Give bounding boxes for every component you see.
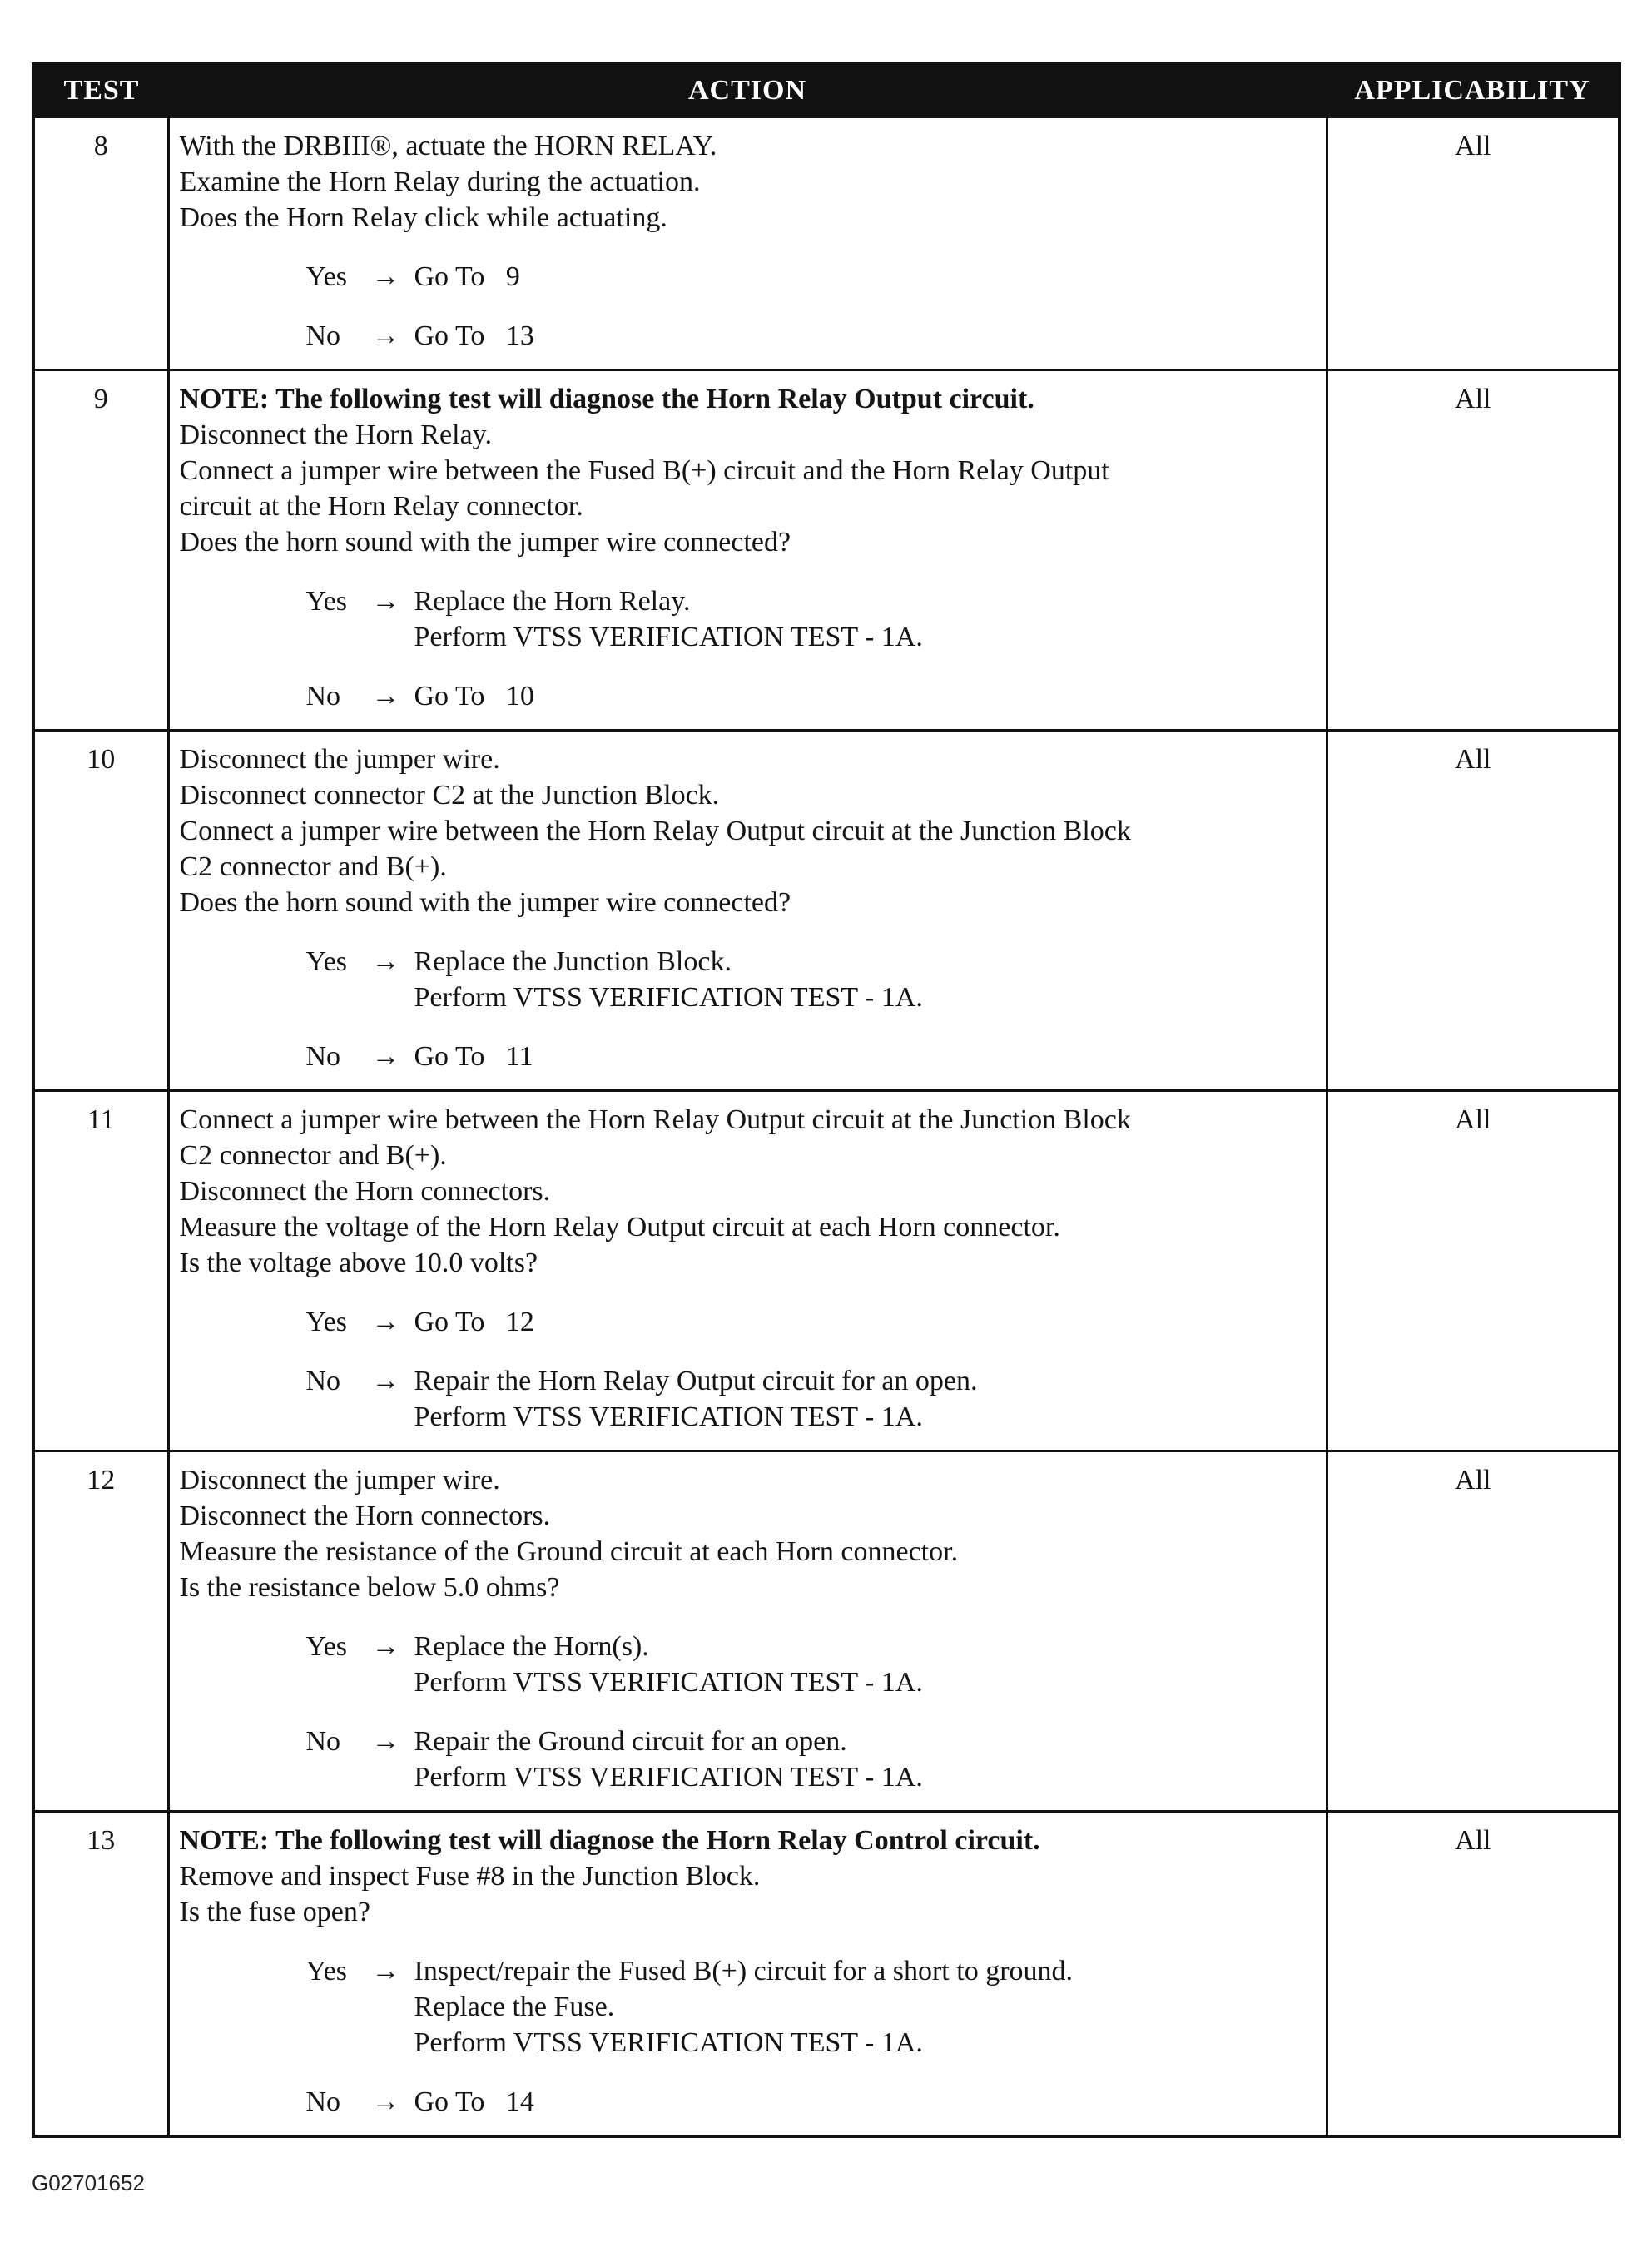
action-line: With the DRBIII®, actuate the HORN RELAY.	[179, 131, 717, 161]
action-line: Disconnect connector C2 at the Junction Block.	[179, 780, 720, 811]
answer-label: Yes	[305, 1307, 347, 1337]
applicability-value: All	[1327, 1451, 1620, 1812]
test-number: 10	[33, 731, 168, 1091]
result-line: Perform VTSS VERIFICATION TEST - 1A.	[414, 1401, 923, 1432]
result-line: Go To 10	[414, 681, 534, 712]
result-block	[414, 318, 1317, 354]
table-header-row	[33, 64, 1620, 117]
outcome-no	[180, 678, 1317, 714]
action-line: Connect a jumper wire between the Fused B(+) circuit and the Horn Relay Output	[179, 455, 1109, 486]
answer-label: Yes	[305, 1631, 347, 1662]
arrow-right-icon: →	[371, 261, 400, 292]
answer-label: No	[305, 1041, 341, 1072]
outcome-no	[180, 2084, 1317, 2120]
result-block	[414, 1724, 1317, 1795]
result-block	[414, 1304, 1317, 1340]
result-line: Go To 13	[414, 320, 534, 351]
result-line: Perform VTSS VERIFICATION TEST - 1A.	[414, 2027, 923, 2058]
answer-label: No	[305, 681, 341, 712]
action-cell	[168, 1091, 1327, 1451]
action-line: Is the fuse open?	[179, 1897, 370, 1927]
test-number: 12	[33, 1451, 168, 1812]
arrow-right-icon: →	[371, 1726, 400, 1757]
outcome-yes	[180, 944, 1317, 1015]
action-line: Disconnect the Horn connectors.	[179, 1176, 551, 1207]
result-block	[414, 1363, 1317, 1435]
action-line: Remove and inspect Fuse #8 in the Junction Block.	[179, 1861, 761, 1892]
result-block	[414, 259, 1317, 295]
table-row	[33, 117, 1620, 370]
arrow-right-icon: →	[371, 1631, 400, 1662]
answer-label: No	[305, 1726, 341, 1757]
action-cell	[168, 370, 1327, 731]
action-line: Disconnect the Horn Relay.	[179, 419, 492, 450]
result-line: Perform VTSS VERIFICATION TEST - 1A.	[414, 1762, 923, 1793]
answer-label: Yes	[305, 586, 347, 617]
result-line: Replace the Fuse.	[414, 1992, 615, 2022]
action-line: circuit at the Horn Relay connector.	[179, 491, 583, 522]
action-line: Does the Horn Relay click while actuating.	[179, 202, 667, 233]
outcome-yes	[180, 1304, 1317, 1340]
outcome-no	[180, 1724, 1317, 1795]
action-line: Connect a jumper wire between the Horn Relay Output circuit at the Junction Block	[179, 816, 1131, 846]
table-row	[33, 370, 1620, 731]
action-cell	[168, 1812, 1327, 2137]
result-line: Go To 12	[414, 1307, 534, 1337]
action-cell	[168, 1451, 1327, 1812]
applicability-value: All	[1327, 370, 1620, 731]
action-line: Does the horn sound with the jumper wire connected?	[179, 527, 791, 558]
result-block	[414, 583, 1317, 655]
test-number: 8	[33, 117, 168, 370]
outcome-yes	[180, 1953, 1317, 2061]
action-cell	[168, 731, 1327, 1091]
result-line: Replace the Junction Block.	[414, 946, 732, 977]
action-line: Is the resistance below 5.0 ohms?	[179, 1572, 560, 1603]
header-test: TEST	[33, 64, 168, 117]
applicability-value: All	[1327, 731, 1620, 1091]
answer-label: No	[305, 320, 341, 351]
arrow-right-icon: →	[371, 320, 400, 351]
action-note: NOTE: The following test will diagnose the Horn Relay Control circuit.	[179, 1825, 1040, 1856]
action-note: NOTE: The following test will diagnose the Horn Relay Output circuit.	[179, 384, 1034, 414]
answer-label: Yes	[305, 261, 347, 292]
outcome-no	[180, 1363, 1317, 1435]
result-line: Perform VTSS VERIFICATION TEST - 1A.	[414, 622, 923, 652]
action-line: C2 connector and B(+).	[179, 1140, 447, 1171]
result-line: Go To 11	[414, 1041, 533, 1072]
result-line: Replace the Horn Relay.	[414, 586, 691, 617]
result-line: Inspect/repair the Fused B(+) circuit for a short to ground.	[414, 1956, 1074, 1987]
answer-label: Yes	[305, 946, 347, 977]
outcome-yes	[180, 1629, 1317, 1700]
result-line: Go To 9	[414, 261, 520, 292]
result-block	[414, 1629, 1317, 1700]
answer-label: Yes	[305, 1956, 347, 1987]
arrow-right-icon: →	[371, 2086, 400, 2117]
result-line: Go To 14	[414, 2086, 534, 2117]
result-block	[414, 944, 1317, 1015]
action-line: Disconnect the jumper wire.	[179, 744, 500, 775]
figure-code: G02701652	[32, 2170, 145, 2195]
test-number: 11	[33, 1091, 168, 1451]
action-cell	[168, 117, 1327, 370]
answer-label: No	[305, 2086, 341, 2117]
action-line: Measure the resistance of the Ground circuit at each Horn connector.	[179, 1536, 959, 1567]
outcome-no	[180, 1039, 1317, 1074]
result-block	[414, 1039, 1317, 1074]
action-line: Disconnect the Horn connectors.	[179, 1500, 551, 1531]
result-line: Replace the Horn(s).	[414, 1631, 649, 1662]
action-line: C2 connector and B(+).	[179, 851, 447, 882]
result-block	[414, 678, 1317, 714]
applicability-value: All	[1327, 117, 1620, 370]
result-line: Perform VTSS VERIFICATION TEST - 1A.	[414, 982, 923, 1013]
arrow-right-icon: →	[371, 586, 400, 617]
arrow-right-icon: →	[371, 1956, 400, 1987]
result-line: Perform VTSS VERIFICATION TEST - 1A.	[414, 1667, 923, 1698]
table-row	[33, 731, 1620, 1091]
answer-label: No	[305, 1366, 341, 1396]
applicability-value: All	[1327, 1091, 1620, 1451]
action-line: Is the voltage above 10.0 volts?	[179, 1247, 538, 1278]
arrow-right-icon: →	[371, 1041, 400, 1072]
arrow-right-icon: →	[371, 1307, 400, 1337]
arrow-right-icon: →	[371, 681, 400, 712]
applicability-value: All	[1327, 1812, 1620, 2137]
outcome-no	[180, 318, 1317, 354]
header-applicability: APPLICABILITY	[1327, 64, 1620, 117]
result-line: Repair the Ground circuit for an open.	[414, 1726, 847, 1757]
action-line: Measure the voltage of the Horn Relay Output circuit at each Horn connector.	[179, 1212, 1060, 1243]
action-line: Disconnect the jumper wire.	[179, 1465, 500, 1495]
action-line: Connect a jumper wire between the Horn Relay Output circuit at the Junction Block	[179, 1104, 1131, 1135]
result-block	[414, 1953, 1317, 2061]
result-line: Repair the Horn Relay Output circuit for an open.	[414, 1366, 978, 1396]
table-row	[33, 1812, 1620, 2137]
action-line: Does the horn sound with the jumper wire connected?	[179, 887, 791, 918]
table-row	[33, 1091, 1620, 1451]
action-line: Examine the Horn Relay during the actuation.	[179, 166, 701, 197]
test-number: 13	[33, 1812, 168, 2137]
test-number: 9	[33, 370, 168, 731]
outcome-yes	[180, 583, 1317, 655]
outcome-yes	[180, 259, 1317, 295]
header-action: ACTION	[168, 64, 1327, 117]
arrow-right-icon: →	[371, 946, 400, 977]
table-row	[33, 1451, 1620, 1812]
arrow-right-icon: →	[371, 1366, 400, 1396]
test-procedure-table	[32, 62, 1621, 2138]
result-block	[414, 2084, 1317, 2120]
